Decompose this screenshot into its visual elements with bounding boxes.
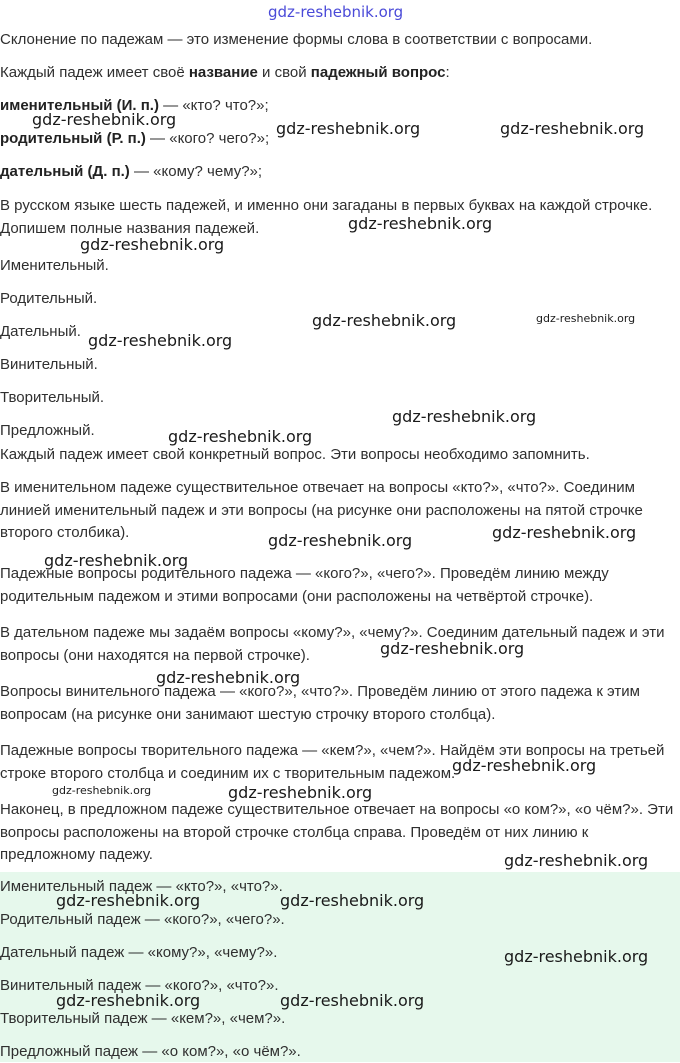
watermark: gdz-reshebnik.org	[44, 551, 189, 570]
watermark: gdz-reshebnik.org	[312, 311, 457, 330]
explanation-paragraph: Падежные вопросы родительного падежа — «кого?», «чего?». Проведём линию между родительным падежом и этими вопросами (они расположены на четвёртой строчке).	[0, 565, 609, 605]
answer-line: Именительный падеж — «кто?», «что?».	[0, 878, 283, 895]
watermark: gdz-reshebnik.org	[168, 427, 313, 446]
answer-line: Предложный падеж — «о ком?», «о чём?».	[0, 1043, 301, 1060]
answer-line: Дательный падеж — «кому?», «чему?».	[0, 944, 278, 961]
case-question: — «кто? что?»;	[158, 97, 269, 114]
bold-term-question: падежный вопрос	[310, 64, 446, 81]
explanation-paragraph: Каждый падеж имеет свой конкретный вопрос. Эти вопросы необходимо запомнить.	[0, 446, 590, 463]
watermark: gdz-reshebnik.org	[492, 523, 637, 542]
watermark: gdz-reshebnik.org	[80, 235, 225, 254]
watermark: gdz-reshebnik.org	[392, 407, 537, 426]
answer-line: Винительный падеж — «кого?», «что?».	[0, 977, 279, 994]
watermark-small: gdz-reshebnik.org	[536, 312, 636, 325]
watermark: gdz-reshebnik.org	[348, 214, 493, 233]
answer-line: Родительный падеж — «кого?», «чего?».	[0, 911, 285, 928]
watermark: gdz-reshebnik.org	[56, 991, 201, 1010]
case-question: — «кого? чего?»;	[145, 130, 270, 147]
explanation-paragraph: Наконец, в предложном падеже существительное отвечает на вопросы «о ком?», «о чём?». Эти вопросы расположены на второй строчке столбца справа. Проведём от них линию к предложному падежу.	[0, 801, 674, 863]
watermark-small: gdz-reshebnik.org	[52, 784, 152, 797]
watermark: gdz-reshebnik.org	[268, 531, 413, 550]
watermark: gdz-reshebnik.org	[32, 110, 177, 129]
case-name-line: Родительный.	[0, 290, 98, 307]
case-name-line: Именительный.	[0, 257, 109, 274]
case-name: дательный (Д. п.)	[0, 163, 130, 180]
explanation-paragraph: В дательном падеже мы задаём вопросы «кому?», «чему?». Соединим дательный падеж и эти вопросы (они находятся на первой строчке).	[0, 624, 665, 664]
text-run: и свой	[257, 64, 311, 81]
text-run: Каждый падеж имеет своё	[0, 64, 189, 81]
watermark: gdz-reshebnik.org	[500, 119, 645, 138]
watermark: gdz-reshebnik.org	[56, 891, 201, 910]
watermark: gdz-reshebnik.org	[380, 639, 525, 658]
watermark: gdz-reshebnik.org	[276, 119, 421, 138]
text-run: :	[445, 64, 450, 81]
six-cases-paragraph: В русском языке шесть падежей, и именно они загаданы в первых буквах на каждой строчке. Допишем полные названия падежей.	[0, 197, 653, 237]
intro-definition	[0, 62, 680, 84]
watermark: gdz-reshebnik.org	[156, 668, 301, 687]
explanation-paragraph: Вопросы винительного падежа — «кого?», «что?». Проведём линию от этого падежа к этим вопросам (на рисунке они занимают шестую строчку второго столбца).	[0, 683, 640, 723]
case-name-line: Дательный.	[0, 323, 81, 340]
watermark: gdz-reshebnik.org	[228, 783, 373, 802]
watermark: gdz-reshebnik.org	[280, 991, 425, 1010]
watermark: gdz-reshebnik.org	[504, 947, 649, 966]
case-name: именительный (И. п.)	[0, 97, 159, 114]
watermark: gdz-reshebnik.org	[280, 891, 425, 910]
watermark: gdz-reshebnik.org	[88, 331, 233, 350]
header-watermark[interactable]: gdz-reshebnik.org	[268, 3, 404, 21]
case-example-dative	[0, 161, 680, 183]
case-name-line: Творительный.	[0, 389, 105, 406]
case-name-line: Винительный.	[0, 356, 98, 373]
intro-line: Склонение по падежам — это изменение формы слова в соответствии с вопросами.	[0, 31, 593, 48]
case-question: — «кому? чему?»;	[129, 163, 263, 180]
case-name-line: Предложный.	[0, 422, 95, 439]
explanation-paragraph: Падежные вопросы творительного падежа — «кем?», «чем?». Найдём эти вопросы на третьей строке второго столбца и соединим их с творительным падежом.	[0, 742, 665, 782]
watermark: gdz-reshebnik.org	[504, 851, 649, 870]
watermark: gdz-reshebnik.org	[452, 756, 597, 775]
answer-line: Творительный падеж — «кем?», «чем?».	[0, 1010, 286, 1027]
case-name: родительный (Р. п.)	[0, 130, 146, 147]
bold-term-name: название	[188, 64, 258, 81]
explanation-paragraph: В именительном падеже существительное отвечает на вопросы «кто?», «что?». Соединим линией именительный падеж и эти вопросы (на рисунке они расположены на пятой строчке второго столбика).	[0, 479, 643, 541]
